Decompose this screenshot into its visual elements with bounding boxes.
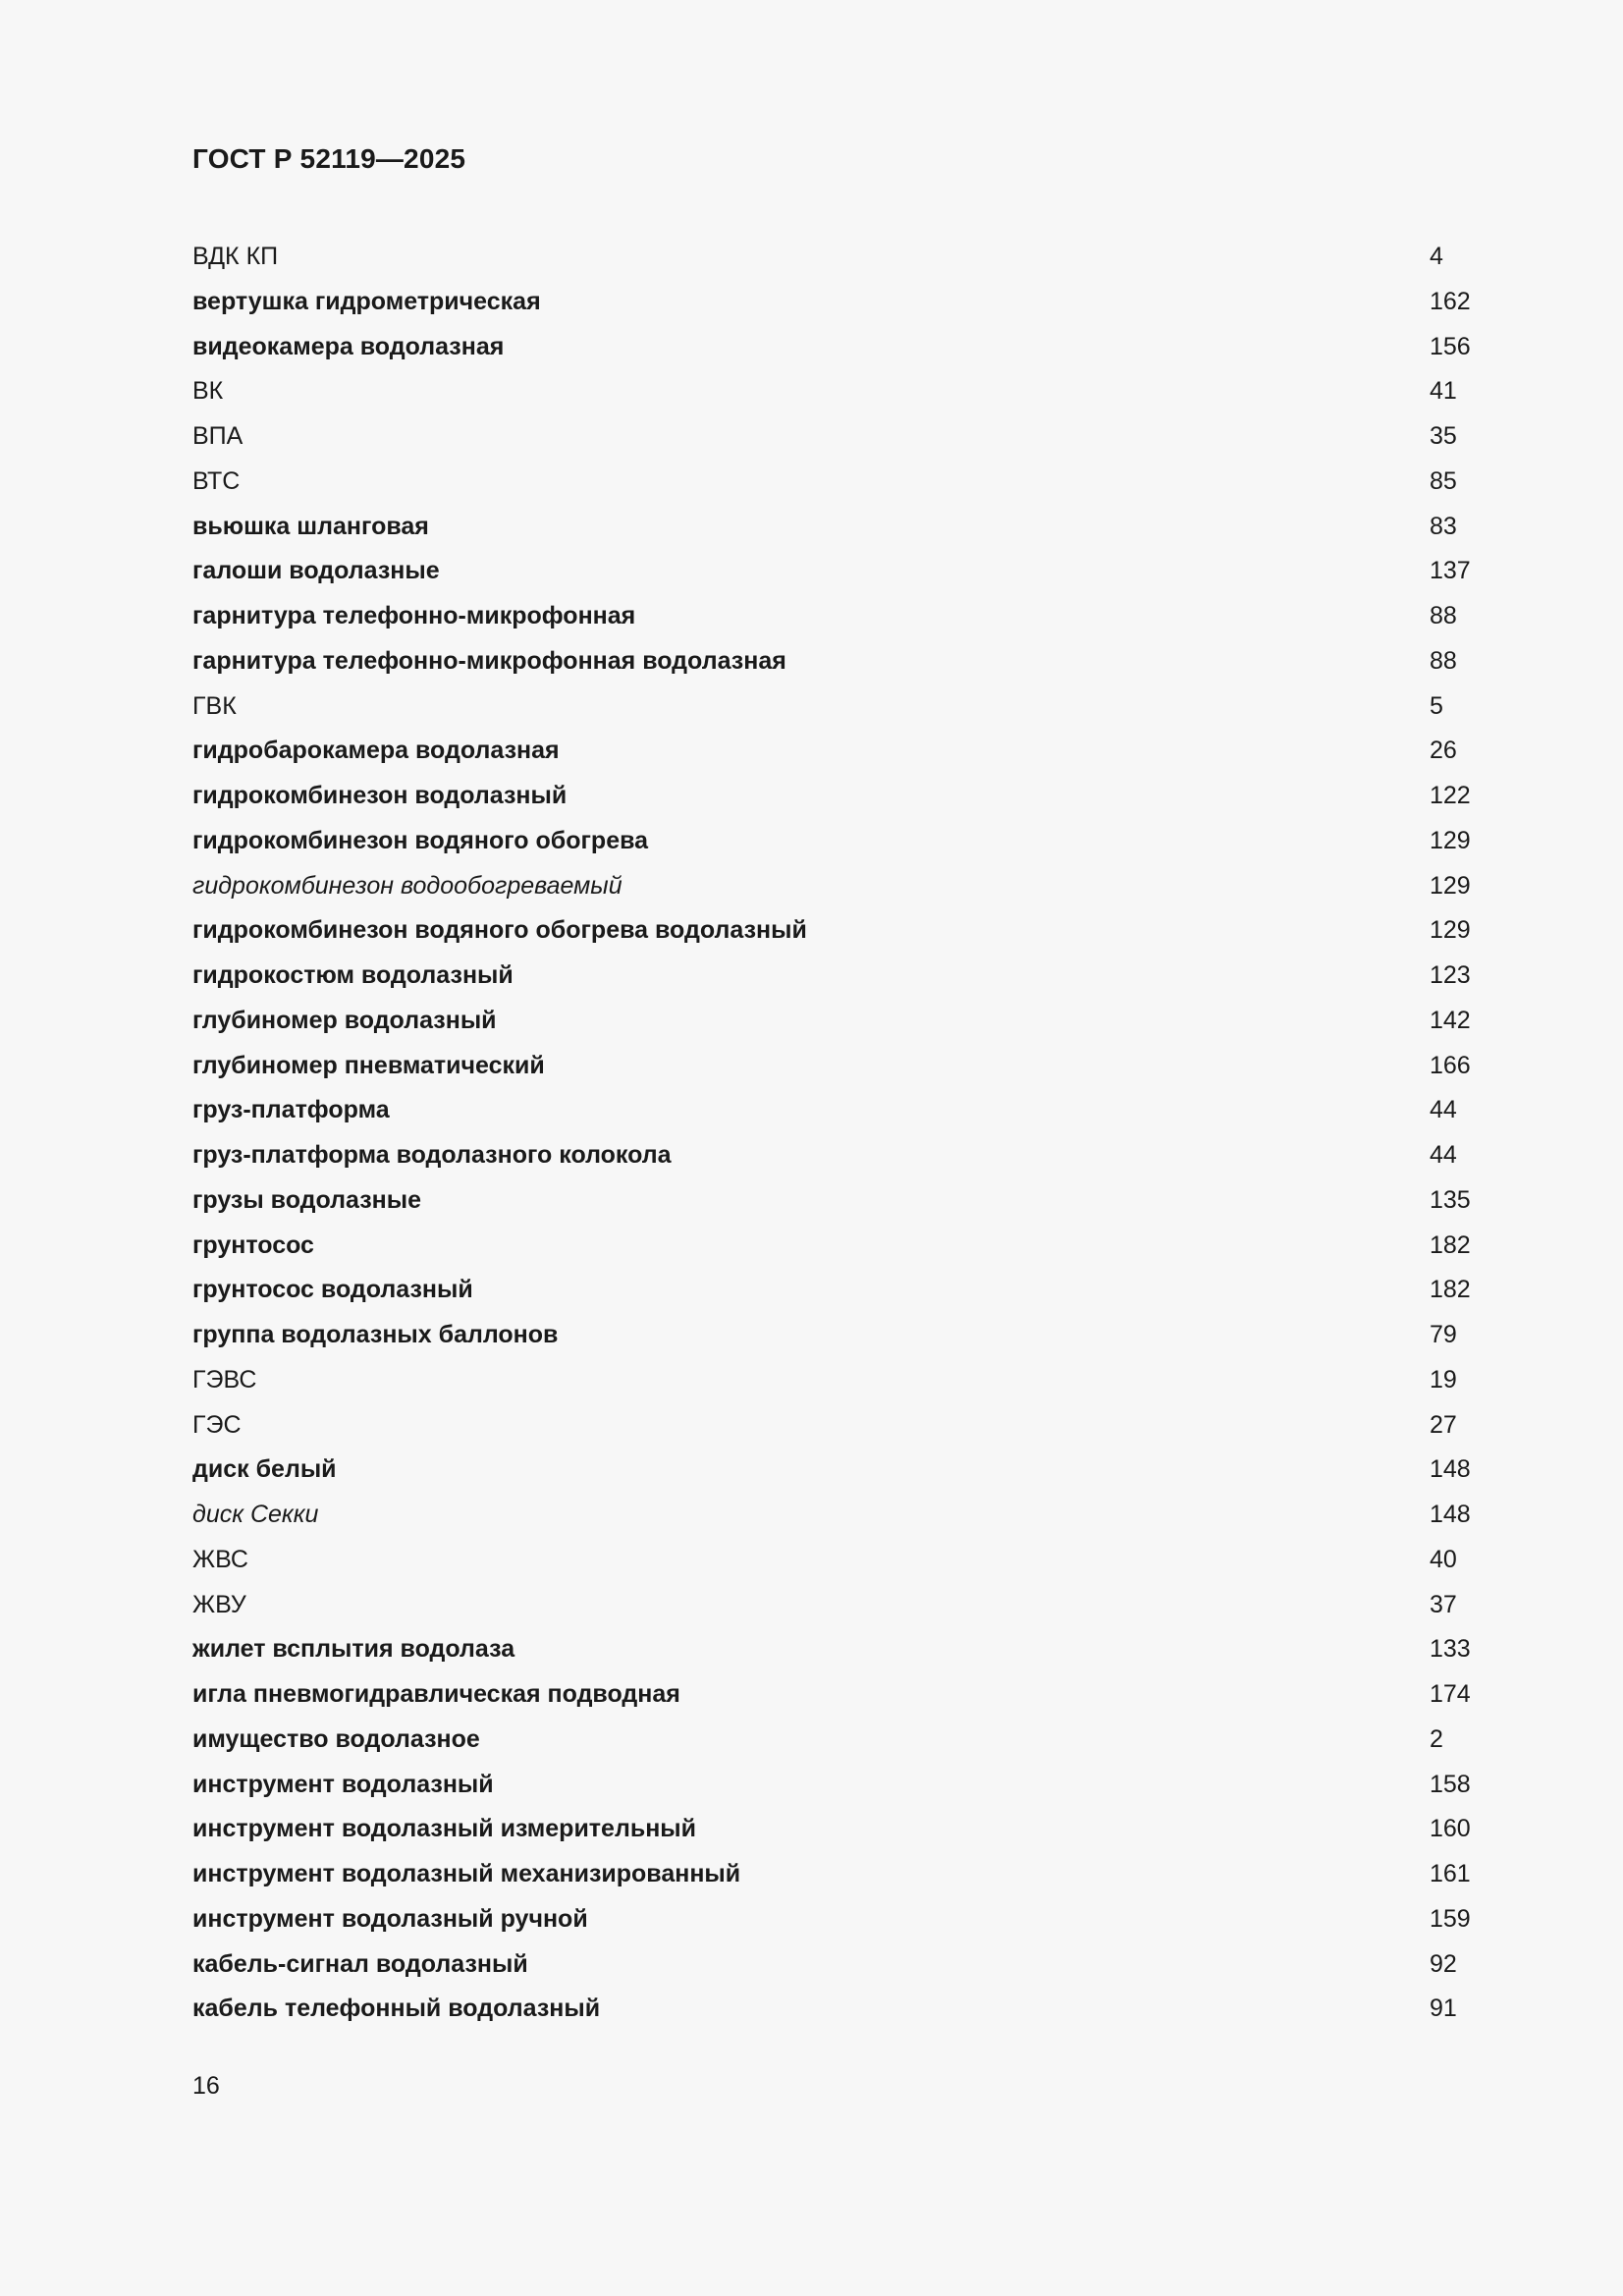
index-entry bbox=[192, 505, 1469, 550]
index-reference-number: 19 bbox=[1430, 1365, 1457, 1394]
index-term: гидрокомбинезон водообогреваемый bbox=[192, 871, 622, 900]
index-term: ВПА bbox=[192, 422, 243, 450]
index-reference-number: 161 bbox=[1430, 1860, 1471, 1887]
index-entry bbox=[192, 235, 1469, 280]
index-entry bbox=[192, 1942, 1469, 1988]
index-entry bbox=[192, 1852, 1469, 1897]
index-entry bbox=[192, 594, 1469, 639]
index-entry bbox=[192, 1133, 1469, 1178]
index-entry bbox=[192, 1088, 1469, 1133]
index-term: галоши водолазные bbox=[192, 557, 440, 585]
index-term: игла пневмогидравлическая подводная bbox=[192, 1680, 680, 1708]
index-reference-number: 129 bbox=[1430, 871, 1471, 900]
index-term: жилет всплытия водолаза bbox=[192, 1635, 515, 1664]
index-reference-number: 135 bbox=[1430, 1185, 1471, 1214]
index-reference-number: 37 bbox=[1430, 1590, 1457, 1618]
index-entry bbox=[192, 460, 1469, 505]
index-entry bbox=[192, 908, 1469, 954]
index-reference-number: 122 bbox=[1430, 782, 1471, 809]
index-reference-number: 160 bbox=[1430, 1815, 1471, 1843]
index-term: ЖВУ bbox=[192, 1590, 246, 1618]
index-term: инструмент водолазный измерительный bbox=[192, 1815, 697, 1843]
index-term: глубиномер водолазный bbox=[192, 1006, 497, 1034]
index-term: гидрокомбинезон водолазный bbox=[192, 782, 568, 809]
index-entry bbox=[192, 549, 1469, 594]
index-entry bbox=[192, 1763, 1469, 1808]
index-term: гарнитура телефонно-микрофонная водолазная bbox=[192, 646, 786, 675]
index-entry bbox=[192, 414, 1469, 460]
index-entry bbox=[192, 1403, 1469, 1449]
index-reference-number: 41 bbox=[1430, 377, 1457, 406]
index-entry bbox=[192, 1448, 1469, 1493]
index-reference-number: 137 bbox=[1430, 557, 1471, 585]
index-term: вертушка гидрометрическая bbox=[192, 287, 541, 315]
index-term: кабель-сигнал водолазный bbox=[192, 1949, 528, 1978]
index-term: инструмент водолазный механизированный bbox=[192, 1860, 741, 1887]
index-term: вьюшка шланговая bbox=[192, 512, 429, 540]
index-reference-number: 182 bbox=[1430, 1230, 1471, 1259]
index-term: гидробарокамера водолазная bbox=[192, 737, 560, 765]
index-term: ВДК КП bbox=[192, 243, 279, 270]
index-reference-number: 92 bbox=[1430, 1949, 1457, 1978]
index-entry bbox=[192, 1178, 1469, 1224]
index-term: глубиномер пневматический bbox=[192, 1051, 545, 1079]
index-term: грунтосос bbox=[192, 1230, 314, 1259]
index-reference-number: 148 bbox=[1430, 1501, 1471, 1528]
index-entry bbox=[192, 280, 1469, 325]
index-entry bbox=[192, 1807, 1469, 1852]
index-reference-number: 91 bbox=[1430, 1995, 1457, 2023]
index-term: видеокамера водолазная bbox=[192, 332, 505, 360]
index-term: ЖВС bbox=[192, 1545, 248, 1573]
page-number: 16 bbox=[192, 2072, 220, 2100]
index-reference-number: 5 bbox=[1430, 691, 1443, 720]
index-term: группа водолазных баллонов bbox=[192, 1321, 559, 1348]
index-term: гидрокомбинезон водяного обогрева водолазный bbox=[192, 916, 807, 945]
index-term: ГЭВС bbox=[192, 1365, 257, 1394]
index-reference-number: 133 bbox=[1430, 1635, 1471, 1664]
index-entry bbox=[192, 1358, 1469, 1403]
index-entry bbox=[192, 684, 1469, 730]
index-reference-number: 148 bbox=[1430, 1455, 1471, 1484]
index-reference-number: 2 bbox=[1430, 1724, 1443, 1753]
index-term: имущество водолазное bbox=[192, 1724, 480, 1753]
index-reference-number: 40 bbox=[1430, 1545, 1457, 1573]
alphabetical-index bbox=[192, 235, 1469, 2032]
index-term: диск Секки bbox=[192, 1501, 319, 1528]
document-header: ГОСТ Р 52119—2025 bbox=[192, 143, 466, 174]
index-reference-number: 35 bbox=[1430, 422, 1457, 450]
index-entry bbox=[192, 729, 1469, 774]
index-term: гарнитура телефонно-микрофонная bbox=[192, 602, 636, 629]
index-entry bbox=[192, 1718, 1469, 1763]
index-entry bbox=[192, 1538, 1469, 1583]
index-term: груз-платформа bbox=[192, 1096, 390, 1124]
index-entry bbox=[192, 1672, 1469, 1718]
index-entry bbox=[192, 774, 1469, 819]
index-reference-number: 129 bbox=[1430, 916, 1471, 945]
index-entry bbox=[192, 1493, 1469, 1538]
index-entry bbox=[192, 1987, 1469, 2032]
index-reference-number: 156 bbox=[1430, 332, 1471, 360]
index-term: ВК bbox=[192, 377, 224, 406]
index-entry bbox=[192, 325, 1469, 370]
index-term: ГВК bbox=[192, 691, 237, 720]
index-entry bbox=[192, 369, 1469, 414]
index-reference-number: 88 bbox=[1430, 646, 1457, 675]
index-entry bbox=[192, 1224, 1469, 1269]
index-reference-number: 182 bbox=[1430, 1276, 1471, 1304]
index-reference-number: 79 bbox=[1430, 1321, 1457, 1348]
index-reference-number: 123 bbox=[1430, 961, 1471, 989]
index-term: инструмент водолазный bbox=[192, 1770, 494, 1798]
index-entry bbox=[192, 954, 1469, 999]
index-term: гидрокостюм водолазный bbox=[192, 961, 514, 989]
index-reference-number: 44 bbox=[1430, 1141, 1457, 1169]
index-term: гидрокомбинезон водяного обогрева bbox=[192, 826, 649, 854]
index-entry bbox=[192, 1627, 1469, 1672]
index-term: кабель телефонный водолазный bbox=[192, 1995, 601, 2023]
index-entry bbox=[192, 1268, 1469, 1313]
index-reference-number: 142 bbox=[1430, 1006, 1471, 1034]
index-term: груз-платформа водолазного колокола bbox=[192, 1141, 672, 1169]
index-reference-number: 27 bbox=[1430, 1410, 1457, 1439]
index-reference-number: 83 bbox=[1430, 512, 1457, 540]
index-term: инструмент водолазный ручной bbox=[192, 1904, 588, 1933]
index-reference-number: 174 bbox=[1430, 1680, 1471, 1708]
index-entry bbox=[192, 819, 1469, 864]
index-reference-number: 85 bbox=[1430, 466, 1457, 495]
index-reference-number: 4 bbox=[1430, 243, 1443, 270]
index-reference-number: 166 bbox=[1430, 1051, 1471, 1079]
index-reference-number: 26 bbox=[1430, 737, 1457, 765]
index-entry bbox=[192, 1897, 1469, 1942]
index-entry bbox=[192, 639, 1469, 684]
index-term: ВТС bbox=[192, 466, 241, 495]
index-term: грунтосос водолазный bbox=[192, 1276, 473, 1304]
index-term: диск белый bbox=[192, 1455, 337, 1484]
index-reference-number: 159 bbox=[1430, 1904, 1471, 1933]
index-reference-number: 158 bbox=[1430, 1770, 1471, 1798]
index-term: грузы водолазные bbox=[192, 1185, 422, 1214]
index-term: ГЭС bbox=[192, 1410, 242, 1439]
index-entry bbox=[192, 1044, 1469, 1089]
index-entry bbox=[192, 1313, 1469, 1358]
index-entry bbox=[192, 864, 1469, 909]
index-reference-number: 162 bbox=[1430, 287, 1471, 315]
index-reference-number: 129 bbox=[1430, 826, 1471, 854]
index-reference-number: 44 bbox=[1430, 1096, 1457, 1124]
index-entry bbox=[192, 999, 1469, 1044]
index-entry bbox=[192, 1583, 1469, 1628]
index-reference-number: 88 bbox=[1430, 602, 1457, 629]
